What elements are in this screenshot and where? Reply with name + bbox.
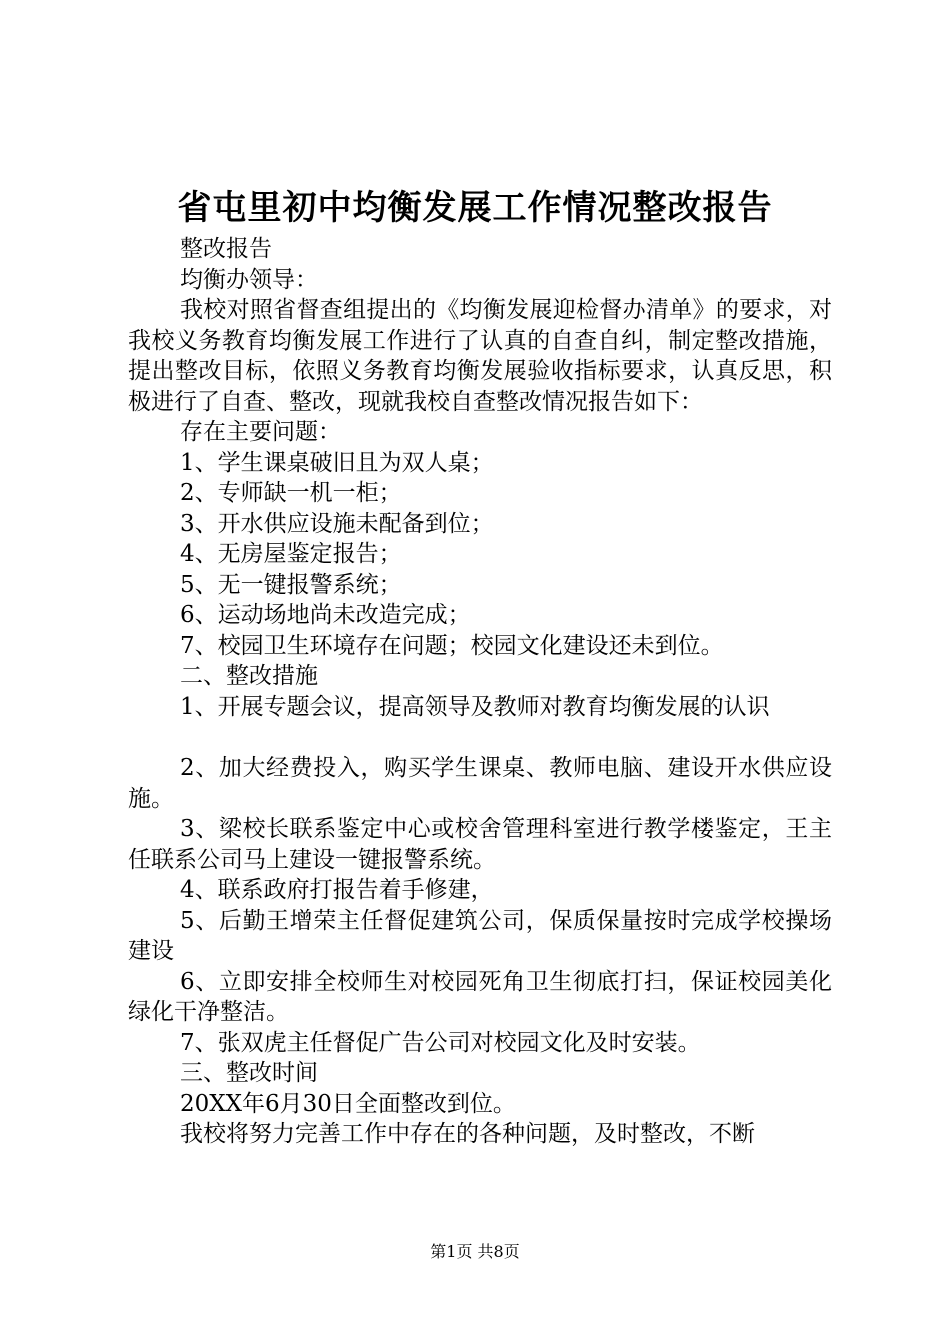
- measure-item-3: 3、梁校长联系鉴定中心或校舍管理科室进行教学楼鉴定，王主任联系公司马上建设一键报警系统。: [128, 816, 832, 873]
- measure-item-7: 7、张双虎主任督促广告公司对校园文化及时安装。: [180, 1029, 701, 1056]
- problem-item-3: 3、开水供应设施未配备到位；: [180, 510, 494, 537]
- problem-item-6: 6、运动场地尚未改造完成；: [180, 602, 471, 628]
- paragraph-closing: 我校将努力完善工作中存在的各种问题，及时整改，不断: [180, 1121, 755, 1147]
- paragraph-gap: [128, 722, 832, 753]
- problem-item-1: 1、学生课桌破旧且为双人桌；: [180, 449, 494, 476]
- problem-item-2: 2、专师缺一机一柜；: [180, 480, 402, 506]
- page-number-footer: 第1页 共8页: [430, 1242, 520, 1261]
- timeline-text: 20XX年6月30日全面整改到位。: [180, 1090, 516, 1117]
- problem-item-4: 4、无房屋鉴定报告；: [180, 541, 402, 567]
- section-heading-timeline: 三、整改时间: [180, 1060, 318, 1086]
- measure-item-4: 4、联系政府打报告着手修建，: [180, 877, 494, 903]
- problem-item-7: 7、校园卫生环境存在问题；校园文化建设还未到位。: [180, 632, 724, 659]
- paragraph-intro: 我校对照省督查组提出的《均衡发展迎检督办清单》的要求，对我校义务教育均衡发展工作进行了认真的自查自纠，制定整改措施，提出整改目标，依照义务教育均衡发展验收指标要求，认真反思，积极进行了自查、整改，现就我校自查整改情况报告如下：: [128, 297, 832, 415]
- measure-item-6: 6、立即安排全校师生对校园死角卫生彻底打扫，保证校园美化绿化干净整洁。: [128, 968, 832, 1025]
- document-body: [128, 234, 832, 1150]
- paragraph-salutation: 均衡办领导：: [180, 266, 318, 293]
- problem-item-5: 5、无一键报警系统；: [180, 571, 402, 598]
- measure-item-1: 1、开展专题会议，提高领导及教师对教育均衡发展的认识: [180, 693, 770, 720]
- measure-item-5: 5、后勤王增荣主任督促建筑公司，保质保量按时完成学校操场建设: [128, 907, 832, 964]
- paragraph-heading-report: 整改报告: [180, 236, 272, 262]
- section-heading-problems: 存在主要问题：: [180, 419, 341, 445]
- measure-item-2: 2、加大经费投入，购买学生课桌、教师电脑、建设开水供应设施。: [128, 755, 832, 812]
- document-title: 省屯里初中均衡发展工作情况整改报告: [177, 188, 773, 228]
- section-heading-measures: 二、整改措施: [180, 663, 318, 689]
